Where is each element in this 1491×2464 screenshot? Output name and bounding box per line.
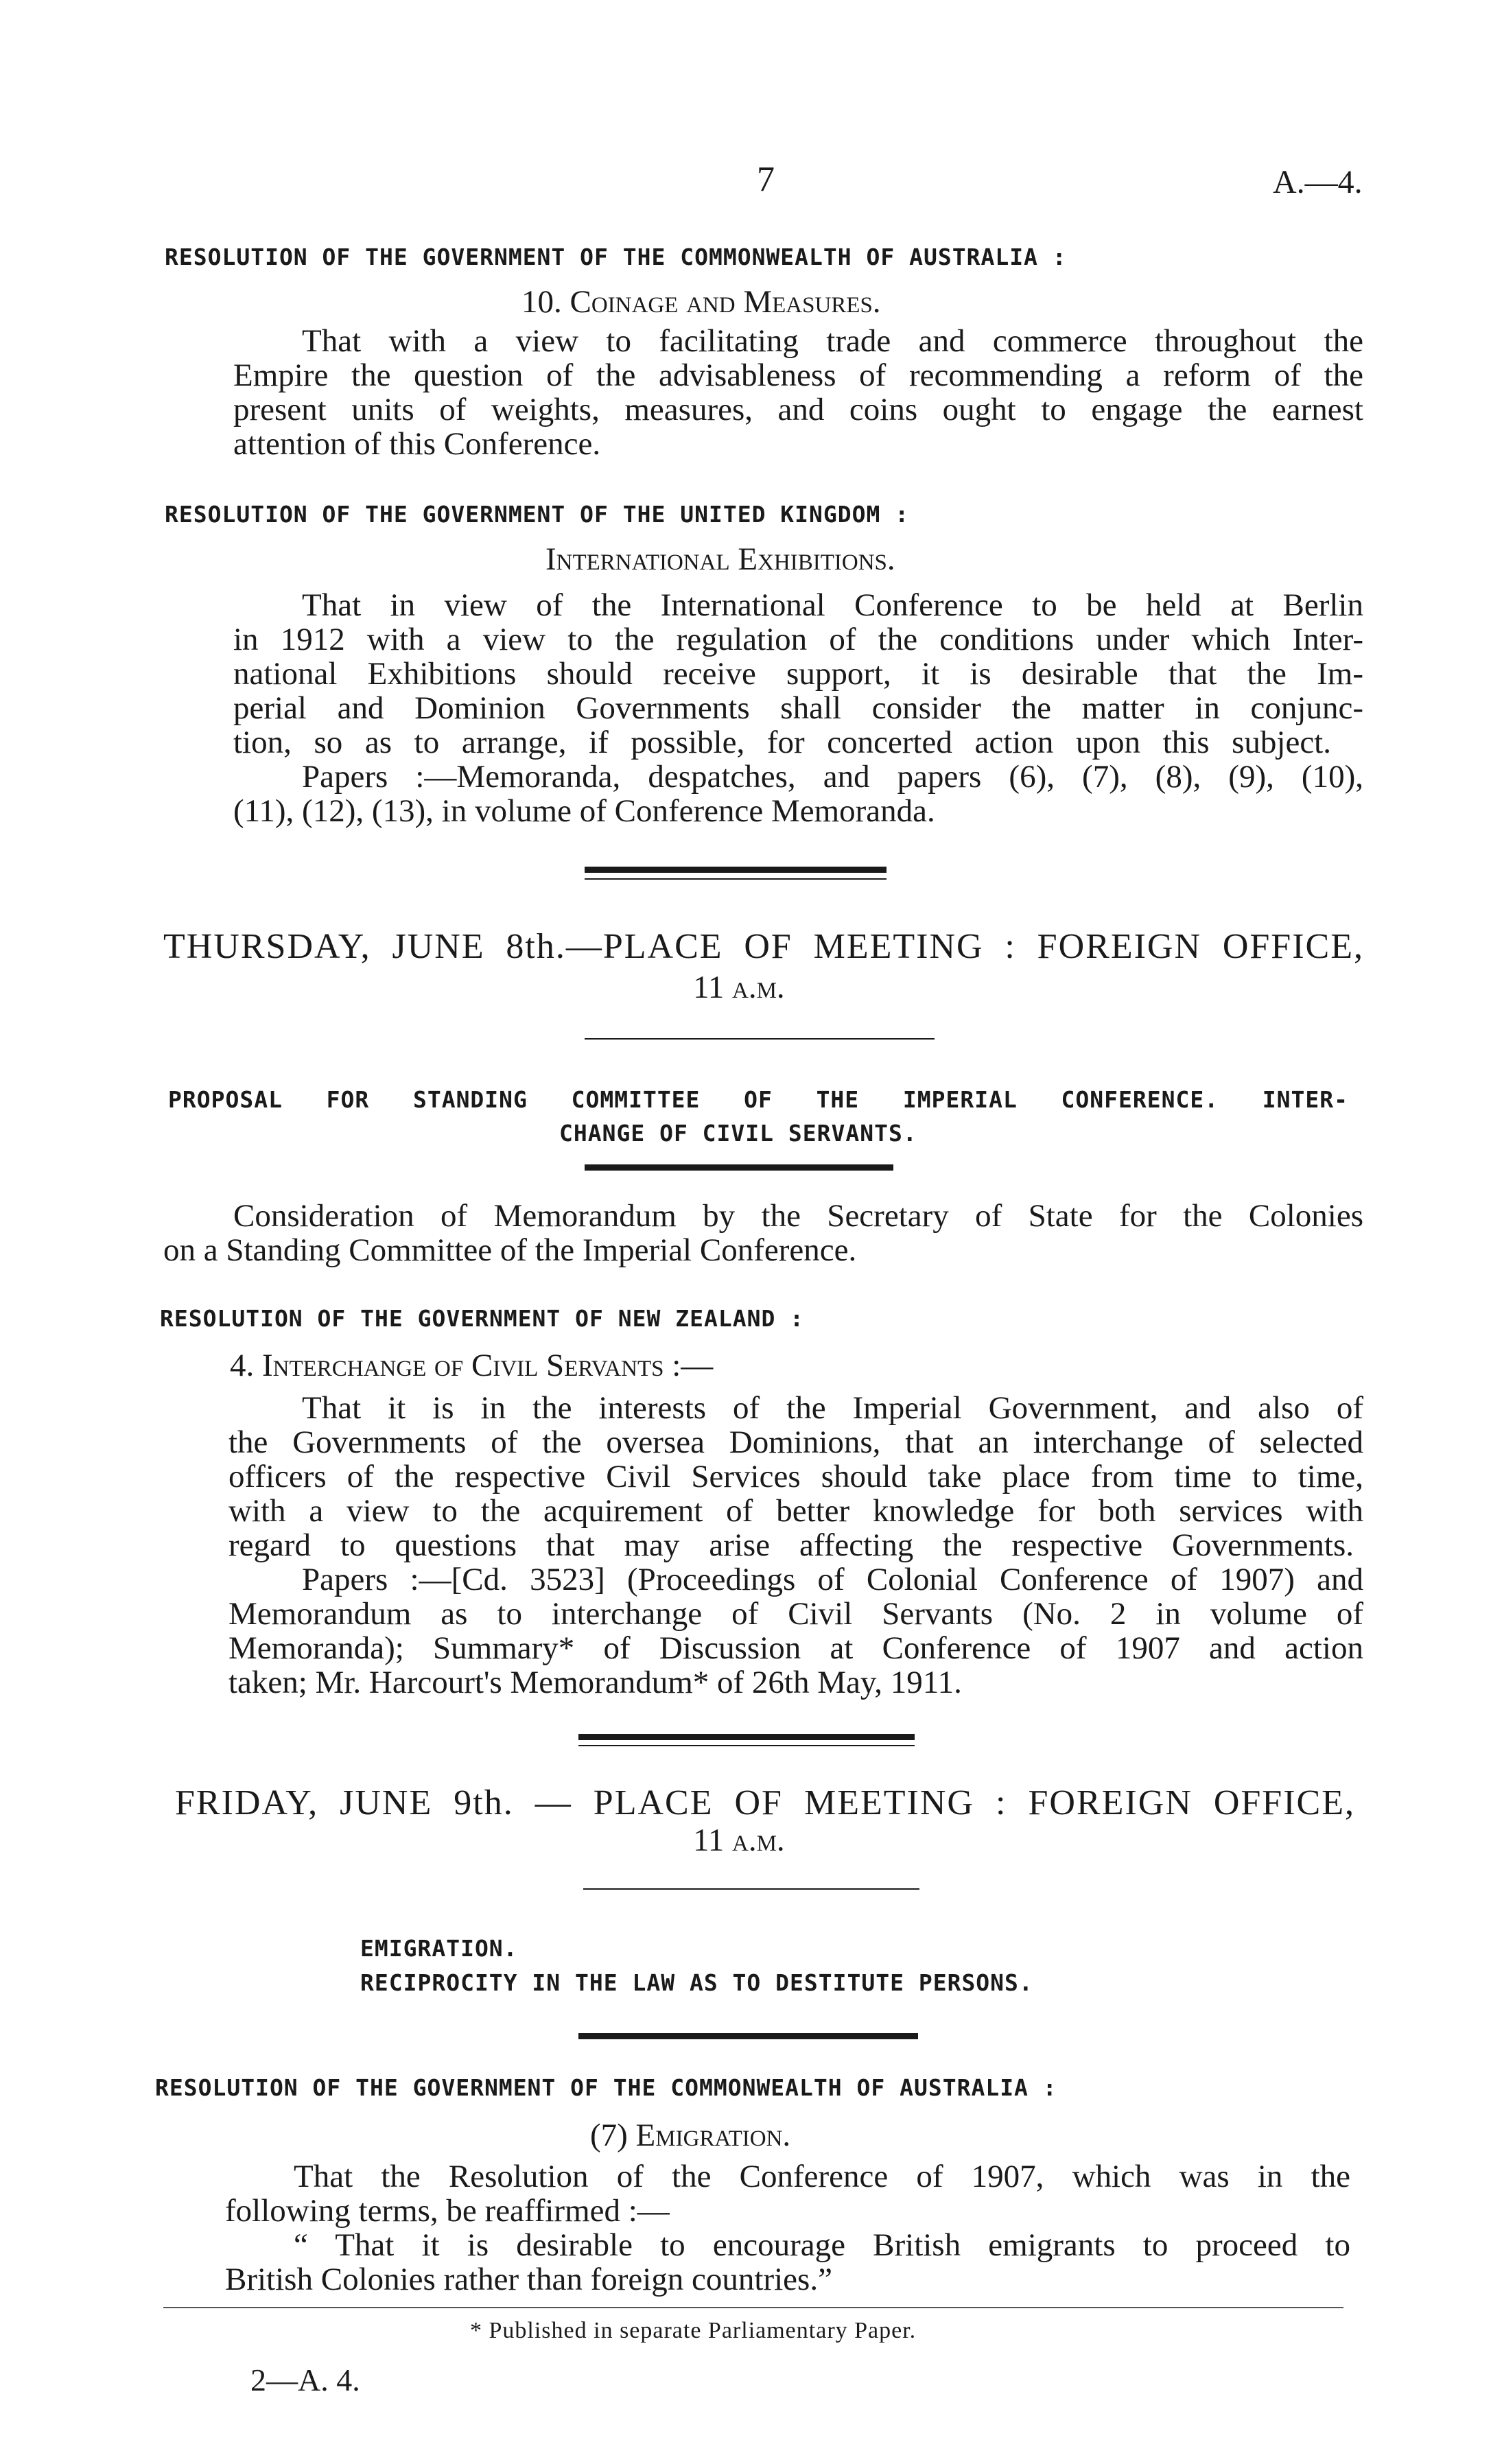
paragraph-line: with a view to the acquirement of better knowledge for both services with	[228, 1493, 1363, 1529]
paragraph-line: officers of the respective Civil Services should take place from time to time,	[228, 1459, 1363, 1494]
paragraph-line: That the Resolution of the Conference of 1907, which was in the	[294, 2159, 1350, 2194]
paragraph-line: national Exhibitions should receive support, it is desirable that the Im-	[233, 656, 1363, 692]
paragraph-line: in 1912 with a view to the regulation of the conditions under which Inter-	[233, 622, 1363, 657]
emigration-heading: EMIGRATION.	[360, 1935, 518, 1962]
subtitle-coinage-measures: 10. Coinage and Measures.	[521, 284, 881, 320]
proposal-heading: PROPOSAL FOR STANDING COMMITTEE OF THE IMPERIAL CONFERENCE. INTER-	[168, 1086, 1348, 1113]
paragraph-line: on a Standing Committee of the Imperial Conference.	[163, 1232, 857, 1268]
paragraph-line: British Colonies rather than foreign countries.”	[225, 2262, 832, 2297]
page-number: 7	[757, 160, 775, 199]
paragraph-line: Consideration of Memorandum by the Secretary of State for the Colonies	[233, 1198, 1363, 1234]
paragraph-line: That it is in the interests of the Imperial Government, and also of	[302, 1390, 1363, 1426]
proposal-heading: CHANGE OF CIVIL SERVANTS.	[559, 1120, 917, 1147]
section-heading-new-zealand: RESOLUTION OF THE GOVERNMENT OF NEW ZEALAND :	[160, 1305, 805, 1332]
section-divider	[578, 2033, 918, 2039]
paragraph-line: That in view of the International Conference to be held at Berlin	[302, 587, 1363, 623]
meeting-title-friday: FRIDAY, JUNE 9th. — PLACE OF MEETING : FOREIGN OFFICE,	[175, 1783, 1355, 1822]
reciprocity-heading: RECIPROCITY IN THE LAW AS TO DESTITUTE PERSONS.	[360, 1969, 1033, 1996]
paragraph-line: Empire the question of the advisableness of recommending a reform of the	[233, 357, 1363, 393]
section-heading-australia-coinage: RESOLUTION OF THE GOVERNMENT OF THE COMMONWEALTH OF AUSTRALIA :	[165, 244, 1067, 270]
paragraph-line: (11), (12), (13), in volume of Conference Memoranda.	[233, 793, 935, 829]
subtitle-emigration: (7) Emigration.	[590, 2117, 791, 2153]
paragraph-line: Memorandum as to interchange of Civil Servants (No. 2 in volume of	[228, 1596, 1363, 1632]
subtitle-international-exhibitions: International Exhibitions.	[545, 541, 895, 577]
separator-line	[585, 1038, 935, 1040]
section-heading-australia-emigration: RESOLUTION OF THE GOVERNMENT OF THE COMMONWEALTH OF AUSTRALIA :	[155, 2074, 1057, 2101]
paragraph-line: Memoranda); Summary* of Discussion at Conference of 1907 and action	[228, 1630, 1363, 1666]
paragraph-line: Papers :—[Cd. 3523] (Proceedings of Colonial Conference of 1907) and	[302, 1562, 1363, 1597]
paragraph-line: taken; Mr. Harcourt's Memorandum* of 26th May, 1911.	[228, 1665, 962, 1700]
paragraph-line: attention of this Conference.	[233, 426, 601, 462]
footnote-separator	[163, 2307, 1343, 2308]
paragraph-line: That with a view to facilitating trade and commerce throughout the	[302, 323, 1363, 359]
paragraph-line: regard to questions that may arise affecting the respective Governments.	[228, 1527, 1354, 1563]
meeting-time: 11 a.m.	[693, 970, 785, 1005]
footer-reference: 2—A. 4.	[250, 2362, 360, 2397]
subtitle-interchange-civil-servants: 4. Interchange of Civil Servants :—	[230, 1348, 714, 1383]
section-divider	[585, 878, 887, 880]
paragraph-line: the Governments of the oversea Dominions, that an interchange of selected	[228, 1424, 1363, 1460]
separator-line	[583, 1888, 919, 1890]
section-divider	[585, 1164, 893, 1171]
paragraph-line: present units of weights, measures, and coins ought to engage the earnest	[233, 392, 1363, 427]
footnote: * Published in separate Parliamentary Paper.	[470, 2318, 917, 2343]
document-reference: A.—4.	[1273, 164, 1363, 200]
paragraph-line: “ That it is desirable to encourage British emigrants to proceed to	[294, 2227, 1350, 2263]
section-divider	[578, 1745, 915, 1746]
paragraph-line: following terms, be reaffirmed :—	[225, 2193, 670, 2229]
paragraph-line: Papers :—Memoranda, despatches, and papers (6), (7), (8), (9), (10),	[302, 759, 1363, 795]
meeting-time: 11 a.m.	[693, 1822, 785, 1858]
paragraph-line: tion, so as to arrange, if possible, for concerted action upon this subject.	[233, 725, 1331, 760]
section-heading-united-kingdom: RESOLUTION OF THE GOVERNMENT OF THE UNITED KINGDOM :	[165, 501, 910, 528]
section-divider	[585, 867, 887, 873]
meeting-title-thursday: THURSDAY, JUNE 8th.—PLACE OF MEETING : FOREIGN OFFICE,	[163, 927, 1364, 966]
section-divider	[578, 1734, 915, 1740]
paragraph-line: perial and Dominion Governments shall consider the matter in conjunc-	[233, 690, 1363, 726]
